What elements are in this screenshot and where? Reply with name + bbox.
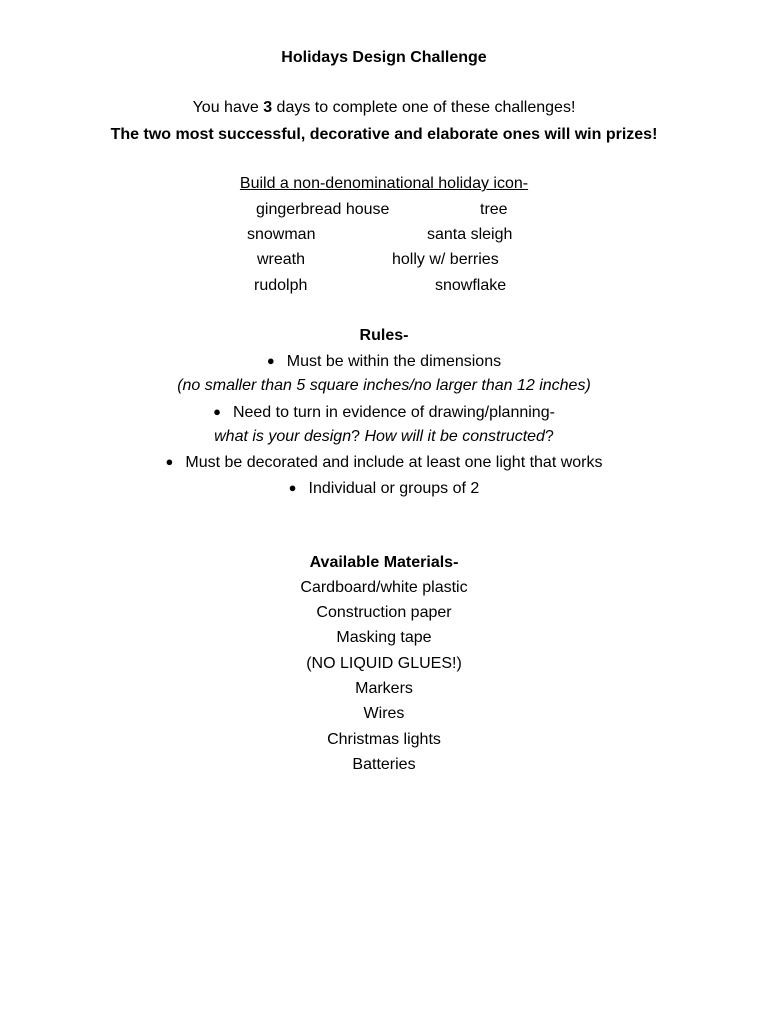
icon-option: tree bbox=[480, 201, 508, 218]
intro-line bbox=[0, 98, 768, 118]
page-title: Holidays Design Challenge bbox=[281, 49, 487, 66]
bullet-icon: ● bbox=[266, 353, 275, 368]
rules-heading: Rules- bbox=[359, 327, 409, 344]
rule-evidence: Need to turn in evidence of drawing/planning- bbox=[232, 404, 555, 421]
question-mark: ? bbox=[544, 428, 554, 445]
rule-item bbox=[0, 478, 768, 499]
rule-decorated: Must be decorated and include at least one light that works bbox=[185, 454, 603, 471]
material-item: Christmas lights bbox=[327, 731, 441, 748]
rule-item bbox=[0, 452, 768, 473]
icon-option: santa sleigh bbox=[427, 226, 513, 243]
material-item: Markers bbox=[355, 680, 413, 697]
rule-dimensions: Must be within the dimensions bbox=[286, 353, 502, 370]
bullet-icon: ● bbox=[288, 480, 297, 495]
material-item: Construction paper bbox=[316, 604, 452, 621]
question-mark: ? bbox=[351, 428, 365, 445]
material-item: Masking tape bbox=[336, 629, 432, 646]
construct-question: How will it be constructed bbox=[364, 428, 545, 445]
icon-option: snowflake bbox=[435, 277, 507, 294]
intro-suffix: days to complete one of these challenges! bbox=[272, 99, 576, 116]
design-question: what is your design bbox=[214, 428, 352, 445]
prize-line: The two most successful, decorative and elaborate ones will win prizes! bbox=[110, 126, 658, 143]
materials-heading: Available Materials- bbox=[309, 554, 459, 571]
intro-prefix: You have bbox=[192, 99, 264, 116]
rule-groups: Individual or groups of 2 bbox=[308, 480, 480, 497]
material-item: Wires bbox=[363, 705, 405, 722]
icon-option: rudolph bbox=[254, 277, 308, 294]
icon-option: snowman bbox=[247, 226, 316, 243]
intro-days: 3 bbox=[263, 99, 273, 116]
material-item: (NO LIQUID GLUES!) bbox=[306, 655, 462, 672]
icon-option: wreath bbox=[257, 251, 306, 268]
bullet-icon: ● bbox=[165, 454, 174, 469]
rule-design-questions bbox=[0, 427, 768, 447]
rule-item bbox=[0, 351, 768, 372]
icons-heading: Build a non-denominational holiday icon- bbox=[239, 175, 529, 192]
rule-item bbox=[0, 402, 768, 423]
icon-option: holly w/ berries bbox=[392, 251, 499, 268]
material-item: Batteries bbox=[352, 756, 416, 773]
icon-option: gingerbread house bbox=[256, 201, 390, 218]
bullet-icon: ● bbox=[213, 404, 221, 419]
material-item: Cardboard/white plastic bbox=[300, 579, 468, 596]
rule-dimensions-note: (no smaller than 5 square inches/no larger than 12 inches) bbox=[177, 377, 591, 394]
